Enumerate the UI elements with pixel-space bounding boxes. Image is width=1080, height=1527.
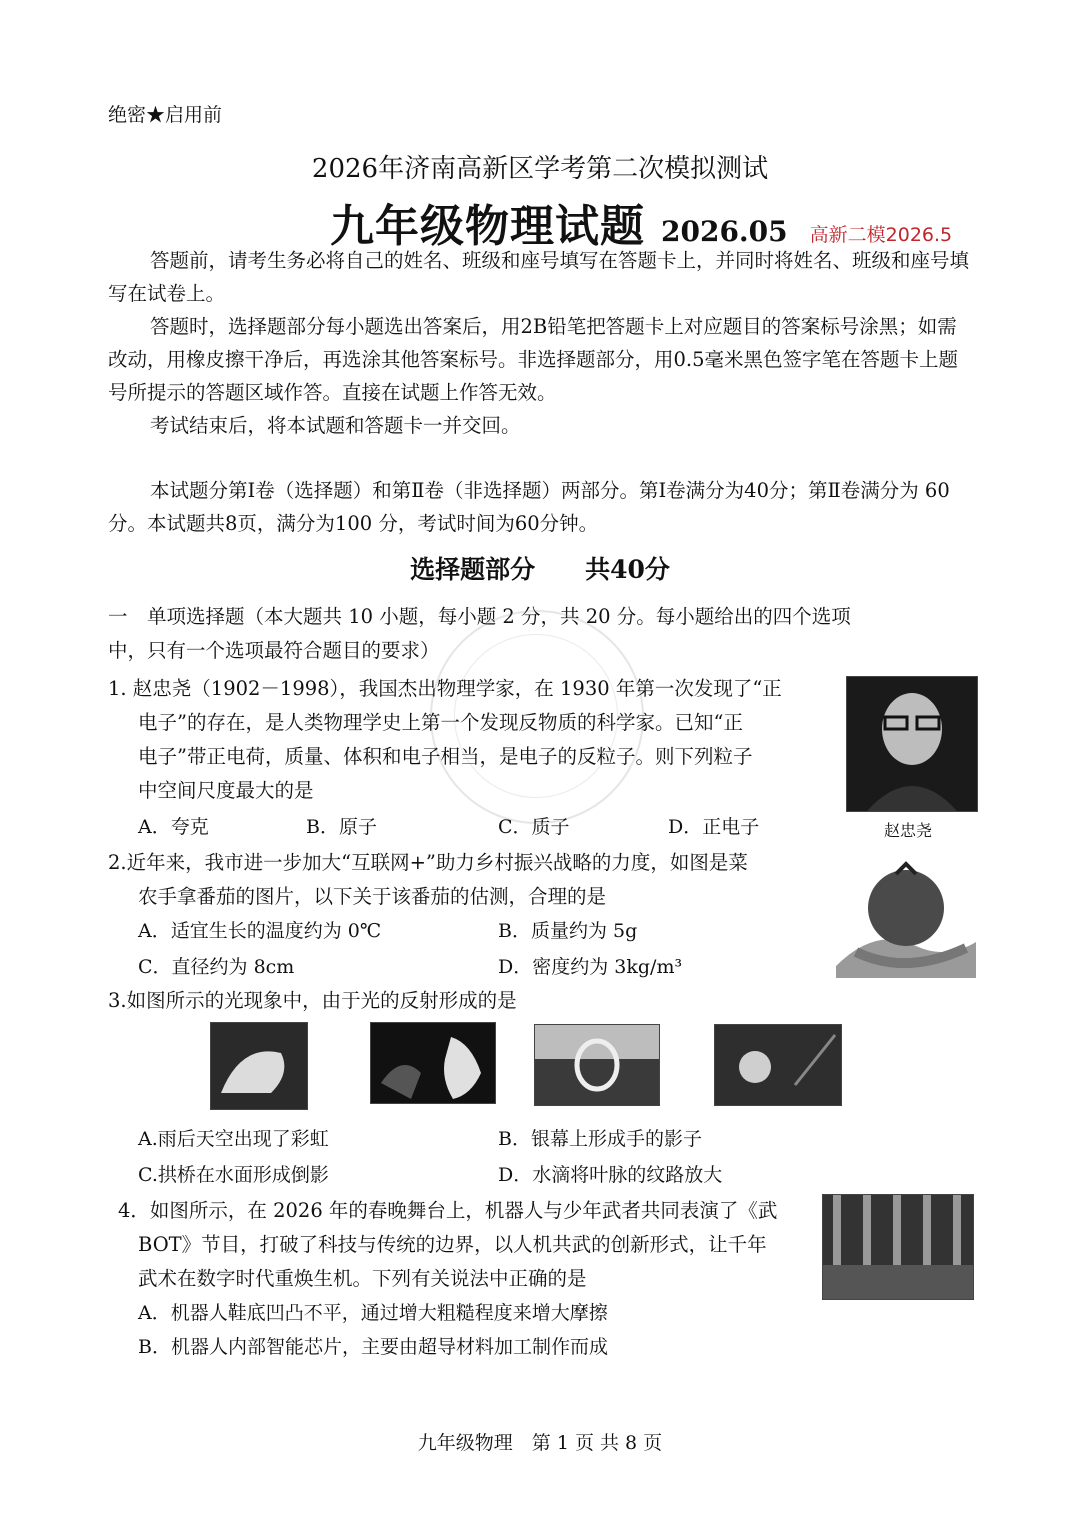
- section-title: 选择题部分 共40分: [410, 555, 670, 584]
- q3-option-b: B．银幕上形成手的影子: [498, 1128, 702, 1150]
- q3-option-c: C.拱桥在水面形成倒影: [138, 1164, 329, 1186]
- instruction-2: 答题时，选择题部分每小题选出答案后，用2B铅笔把答题卡上对应题目的答案标号涂黑；如需改动，用橡皮擦干净后，再选涂其他答案标号。非选择题部分，用0.5毫米黑色签字笔在答题卡上题号所提示的答题区域作答。直接在试题上作答无效。: [108, 315, 959, 404]
- q3-line-1: 3.如图所示的光现象中，由于光的反射形成的是: [108, 989, 517, 1012]
- q1-option-c: C．质子: [498, 816, 570, 838]
- robot-performance-photo: [822, 1194, 974, 1300]
- q4-line-2: BOT》节目，打破了科技与传统的边界，以人机共武的创新形式，让千年: [138, 1233, 767, 1256]
- page-footer: 九年级物理 第 1 页 共 8 页: [417, 1432, 663, 1454]
- zhao-zhongyao-photo: [846, 676, 978, 812]
- exam-name: 2026年济南高新区学考第二次模拟测试: [311, 154, 769, 184]
- q4-line-3: 武术在数字时代重焕生机。下列有关说法中正确的是: [138, 1267, 587, 1290]
- photo-caption: 赵忠尧: [884, 821, 933, 840]
- rainbow-photo: [210, 1022, 308, 1110]
- q1-line-4: 中空间尺度最大的是: [138, 779, 314, 802]
- handwritten-stamp: 高新二模2026.5: [809, 224, 953, 246]
- part-one-line-1: 一 单项选择题（本大题共 10 小题，每小题 2 分，共 20 分。每小题给出的四个选项: [108, 605, 851, 628]
- q3-option-a: A.雨后天空出现了彩虹: [138, 1128, 329, 1150]
- q4-line-1: 4．如图所示，在 2026 年的春晚舞台上，机器人与少年武者共同表演了《武: [118, 1199, 778, 1222]
- q2-line-2: 农手拿番茄的图片，以下关于该番茄的估测，合理的是: [138, 885, 607, 908]
- instruction-3: 考试结束后，将本试题和答题卡一并交回。: [150, 414, 521, 437]
- part-one-line-2: 中，只有一个选项最符合题目的要求）: [108, 639, 440, 662]
- q1-option-b: B．原子: [306, 816, 377, 838]
- tomato-in-hand-photo: [836, 856, 976, 978]
- q1-line-1: 1. 赵忠尧（1902－1998），我国杰出物理学家，在 1930 年第一次发现了“正: [108, 677, 782, 700]
- exam-date: 2026.05: [661, 215, 788, 248]
- q4-option-b: B．机器人内部智能芯片，主要由超导材料加工制作而成: [138, 1336, 608, 1358]
- secret-label: 绝密★启用前: [108, 104, 223, 126]
- q1-option-d: D．正电子: [668, 816, 760, 838]
- exam-intro: 本试题分第Ⅰ卷（选择题）和第Ⅱ卷（非选择题）两部分。第Ⅰ卷满分为40分；第Ⅱ卷满分为 60分。本试题共8页，满分为100 分，考试时间为60分钟。: [108, 479, 950, 535]
- q2-option-d: D．密度约为 3kg/m³: [498, 956, 683, 978]
- q1-option-a: A．夸克: [138, 816, 209, 838]
- q2-option-b: B．质量约为 5g: [498, 920, 638, 942]
- instructions: [108, 244, 976, 442]
- hand-shadow-photo: [370, 1022, 496, 1104]
- arch-bridge-reflection-photo: [534, 1024, 660, 1106]
- instruction-1: 答题前，请考生务必将自己的姓名、班级和座号填写在答题卡上，并同时将姓名、班级和座号填写在试卷上。: [108, 249, 970, 305]
- q3-option-d: D．水滴将叶脉的纹路放大: [498, 1164, 723, 1186]
- water-drop-leaf-photo: [714, 1024, 842, 1106]
- q2-line-1: 2.近年来，我市进一步加大“互联网+”助力乡村振兴战略的力度，如图是菜: [108, 851, 748, 874]
- q4-option-a: A．机器人鞋底凹凸不平，通过增大粗糙程度来增大摩擦: [138, 1302, 608, 1324]
- q1-line-2: 电子”的存在，是人类物理学史上第一个发现反物质的科学家。已知“正: [138, 711, 743, 734]
- q2-option-a: A．适宜生长的温度约为 0℃: [138, 920, 382, 942]
- q2-option-c: C．直径约为 8cm: [138, 956, 295, 978]
- q1-line-3: 电子”带正电荷，质量、体积和电子相当，是电子的反粒子。则下列粒子: [138, 745, 753, 768]
- page-title: 九年级物理试题: [330, 201, 645, 252]
